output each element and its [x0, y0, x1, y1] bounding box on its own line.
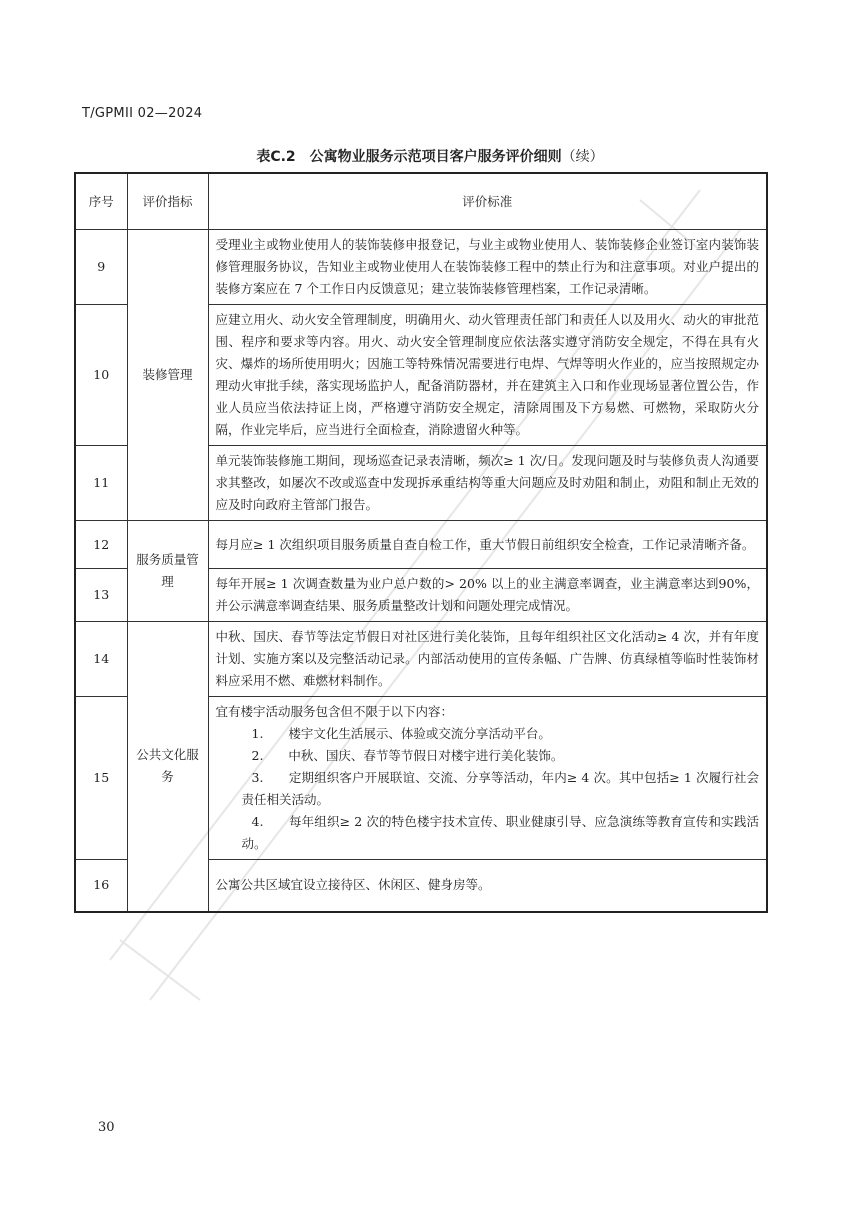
indicator-public-culture: 公共文化服务: [127, 622, 208, 912]
row-standard: 受理业主或物业使用人的装饰装修申报登记，与业主或物业使用人、装饰装修企业签订室内装饰装修管理服务协议，告知业主或物业使用人在装饰装修工程中的禁止行为和注意事项。对业户提出的装修方案应在 7 个工作日内反馈意见；建立装饰装修管理档案，工作记录清晰。: [208, 230, 767, 305]
row-number: 11: [75, 446, 127, 521]
row-standard: 单元装饰装修施工期间，现场巡查记录表清晰，频次≥ 1 次/日。发现问题及时与装修负责人沟通要求其整改，如屡次不改或巡查中发现拆承重结构等重大问题应及时劝阻和制止，劝阻和制止无效的应及时向政府主管部门报告。: [208, 446, 767, 521]
column-header-number: 序号: [75, 173, 127, 230]
table-title-text: 表C.2 公寓物业服务示范项目客户服务评价细则: [256, 149, 562, 165]
indicator-service-quality: 服务质量管理: [127, 521, 208, 622]
column-header-standard: 评价标准: [208, 173, 767, 230]
table-row: [75, 622, 767, 697]
table-header-row: [75, 173, 767, 230]
row-number: 16: [75, 860, 127, 912]
indicator-renovation: 装修管理: [127, 230, 208, 521]
row-standard: 应建立用火、动火安全管理制度，明确用火、动火管理责任部门和责任人以及用火、动火的审批范围、程序和要求等内容。用火、动火安全管理制度应依法落实遵守消防安全规定，不得在具有火灾、爆炸的场所使用明火；因施工等特殊情况需要进行电焊、气焊等明火作业的，应当按照规定办理动火审批手续，落实现场监护人，配备消防器材，并在建筑主入口和作业现场显著位置公告，作业人员应当依法持证上岗，严格遵守消防安全规定，清除周围及下方易燃、可燃物，采取防火分隔，作业完毕后，应当进行全面检查，消除遗留火种等。: [208, 305, 767, 446]
row-standard: 中秋、国庆、春节等法定节假日对社区进行美化装饰，且每年组织社区文化活动≥ 4 次，并有年度计划、实施方案以及完整活动记录。内部活动使用的宣传条幅、广告牌、仿真绿植等临时性装饰材料应采用不燃、难燃材料制作。: [208, 622, 767, 697]
list-item: 4. 每年组织≥ 2 次的特色楼宇技术宣传、职业健康引导、应急演练等教育宣传和实践活动。: [241, 814, 759, 851]
table-title-continued: （续）: [561, 149, 604, 165]
row-standard: 每月应≥ 1 次组织项目服务质量自查自检工作，重大节假日前组织安全检查，工作记录清晰齐备。: [208, 521, 767, 569]
column-header-indicator: 评价指标: [127, 173, 208, 230]
row-standard: [208, 697, 767, 860]
table-title: [0, 146, 860, 166]
list-item: 3. 定期组织客户开展联谊、交流、分享等活动，年内≥ 4 次。其中包括≥ 1 次履行社会责任相关活动。: [241, 770, 759, 807]
row-number: 15: [75, 697, 127, 860]
row-number: 12: [75, 521, 127, 569]
row-number: 10: [75, 305, 127, 446]
table-row: [75, 230, 767, 305]
row-number: 9: [75, 230, 127, 305]
list-item: 1. 楼宇文化生活展示、体验或交流分享活动平台。: [251, 726, 551, 741]
evaluation-table: [74, 172, 768, 913]
row-standard: 每年开展≥ 1 次调查数量为业户总户数的> 20% 以上的业主满意率调查，业主满意率达到90%，并公示满意率调查结果、服务质量整改计划和问题处理完成情况。: [208, 569, 767, 622]
row-number: 14: [75, 622, 127, 697]
document-code: T/GPMII 02—2024: [82, 106, 203, 121]
page-number: 30: [98, 1120, 115, 1135]
row-standard: 公寓公共区域宜设立接待区、休闲区、健身房等。: [208, 860, 767, 912]
row-number: 13: [75, 569, 127, 622]
list-item: 2. 中秋、国庆、春节等节假日对楼宇进行美化装饰。: [251, 748, 564, 763]
table-row: [75, 521, 767, 569]
list-intro: 宜有楼宇活动服务包含但不限于以下内容：: [215, 704, 454, 719]
